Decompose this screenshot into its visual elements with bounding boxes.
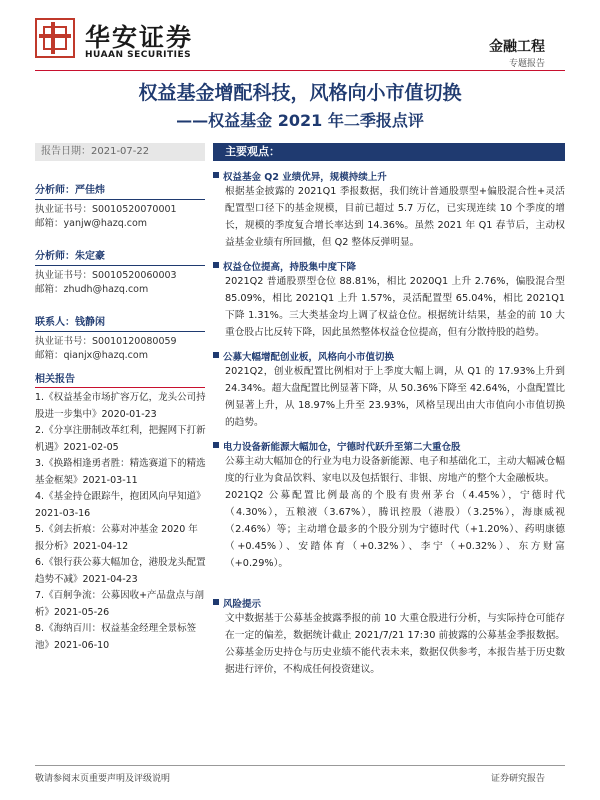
report-title: 权益基金增配科技，风格向小市值切换 [138, 82, 462, 104]
main-points-heading: 主要观点： [213, 143, 565, 161]
bullet-icon [213, 599, 219, 605]
analyst-name: 分析师：严佳炜 [35, 181, 205, 200]
section-paragraph: 根据基金披露的 2021Q1 季报数据，我们统计普通股票型+偏股混合性+灵活配置型口径下的基金规模，目前已超过 5.7 万亿，已实现连续 10 个季度的增长，规模的季度复合增长率达到 14.36%。虽然 2021 年 Q1 春节后，主动权益基金业绩有所回撤，但 Q2 整体反弹明显。 [225, 186, 565, 248]
section-paragraph: 公募主动大幅加仓的行业为电力设备新能源、电子和基础化工，主动大幅减仓幅度的行业为食品饮料、家电以及包括银行、非银、房地产的整个大金融板块。 [225, 456, 565, 484]
bullet-icon [213, 172, 219, 178]
related-report-item[interactable]: 5.《剑去折痕：公募对冲基金 2020 年报分析》2021-04-12 [35, 524, 198, 552]
report-header [0, 0, 600, 75]
related-report-item[interactable]: 3.《换路相逢勇者胜：精选赛道下的精选基金框架》2021-03-11 [35, 458, 206, 486]
contact-email[interactable]: 邮箱：qianjx@hazq.com [35, 350, 148, 361]
related-report-item[interactable]: 1.《权益基金市场扩容万亿，龙头公司持股进一步集中》2020-01-23 [35, 392, 206, 420]
contact-block [35, 313, 205, 363]
related-reports-list [35, 390, 207, 654]
section-title: 公募大幅增配创业板，风格向小市值切换 [213, 349, 565, 363]
bullet-icon [213, 262, 219, 268]
logo-subtext: HUAAN SECURITIES [85, 50, 192, 60]
section-paragraph: 2021Q2 普通股票型仓位 88.81%，相比 2020Q1 上升 2.76%，偏股混合型 85.09%，相比 2021Q1 上升 1.57%，灵活配置型 65.04%，相比 2021Q1 下降 1.31%。三大类基金均上调了权益仓位。根据统计结果，基金的前 10 大重仓股占比反转下降，因此虽然整体权益仓位提高，但有分散持股的趋势。 [225, 276, 565, 338]
risk-paragraph: 文中数据基于公募基金披露季报的前 10 大重仓股进行分析，与实际持仓可能存在一定的偏差，数据统计截止 2021/7/21 17:30 前披露的公募基金季报数据。公募基金历史持仓与历史业绩不能代表未来，数据仅供参考，本报告基于历史数据进行评价，不构成任何投资建议。 [225, 613, 565, 675]
footer-disclaimer: 敬请参阅末页重要声明及评级说明 [35, 774, 171, 784]
main-column [213, 143, 565, 678]
related-report-item[interactable]: 6.《银行获公募大幅加仓，港股龙头配置趋势不减》2021-04-23 [35, 557, 206, 585]
analyst-name: 分析师：朱定豪 [35, 247, 205, 266]
related-report-item[interactable]: 7.《百舸争流：公募因收+产品盘点与剖析》2021-05-26 [35, 590, 205, 618]
bullet-icon [213, 442, 219, 448]
section-title: 权益基金 Q2 业绩优异，规模持续上升 [213, 169, 565, 183]
header-divider [35, 70, 565, 71]
footer-label: 证券研究报告 [490, 774, 545, 784]
contact-cert: 执业证书号：S0010120080059 [35, 336, 177, 347]
footer-divider [35, 765, 565, 766]
analyst-email[interactable]: 邮箱：zhudh@hazq.com [35, 284, 149, 295]
report-date: 报告日期：2021-07-22 [35, 143, 205, 161]
report-subtitle: ——权益基金 2021 年二季报点评 [176, 111, 424, 130]
analyst-cert: 执业证书号：S0010520070001 [35, 204, 177, 215]
section-paragraph: 2021Q2，创业板配置比例相对于上季度大幅上调，从 Q1 的 17.93%上升到 24.34%。超大盘配置比例显著下降，从 50.36%下降至 42.64%，小盘配置比例显著上升，从 18.97%上升至 23.93%，风格呈现出由大市值向小市值切换的趋势。 [225, 366, 565, 428]
related-reports-heading: 相关报告 [35, 370, 205, 388]
report-category: 金融工程 [489, 39, 545, 55]
related-report-item[interactable]: 8.《海纳百川：权益基金经理全景标签池》2021-06-10 [35, 623, 197, 651]
analyst-email[interactable]: 邮箱：yanjw@hazq.com [35, 218, 148, 229]
left-column [35, 143, 205, 363]
related-report-item[interactable]: 2.《分享注册制改革红利，把握网下打新机遇》2021-02-05 [35, 425, 206, 453]
contact-name: 联系人：钱静闲 [35, 313, 205, 332]
analyst-cert: 执业证书号：S0010520060003 [35, 270, 177, 281]
logo-icon [35, 18, 75, 58]
analyst-block [35, 247, 205, 297]
analyst-block [35, 181, 205, 231]
report-type: 专题报告 [508, 59, 545, 69]
section-paragraph: 2021Q2 公募配置比例最高的个股有贵州茅台（4.45%），宁德时代（4.30%），五粮液（3.67%），腾讯控股（港股）（3.25%），海康威视（2.46%）等；主动增仓最多的个股分别为宁德时代（+1.20%）、药明康德（+0.45%）、安踏体育（+0.32%）、李宁（+0.32%）、东方财富（+0.29%）。 [225, 490, 565, 569]
section-title: 电力设备新能源大幅加仓，宁德时代跃升至第二大重仓股 [213, 439, 565, 453]
risk-title: 风险提示 [213, 596, 565, 610]
related-report-item[interactable]: 4.《基金持仓跟踪牛，抱团风向早知道》2021-03-16 [35, 491, 206, 519]
section-title: 权益仓位提高，持股集中度下降 [213, 259, 565, 273]
logo-text: 华安证券 [85, 23, 194, 52]
bullet-icon [213, 352, 219, 358]
